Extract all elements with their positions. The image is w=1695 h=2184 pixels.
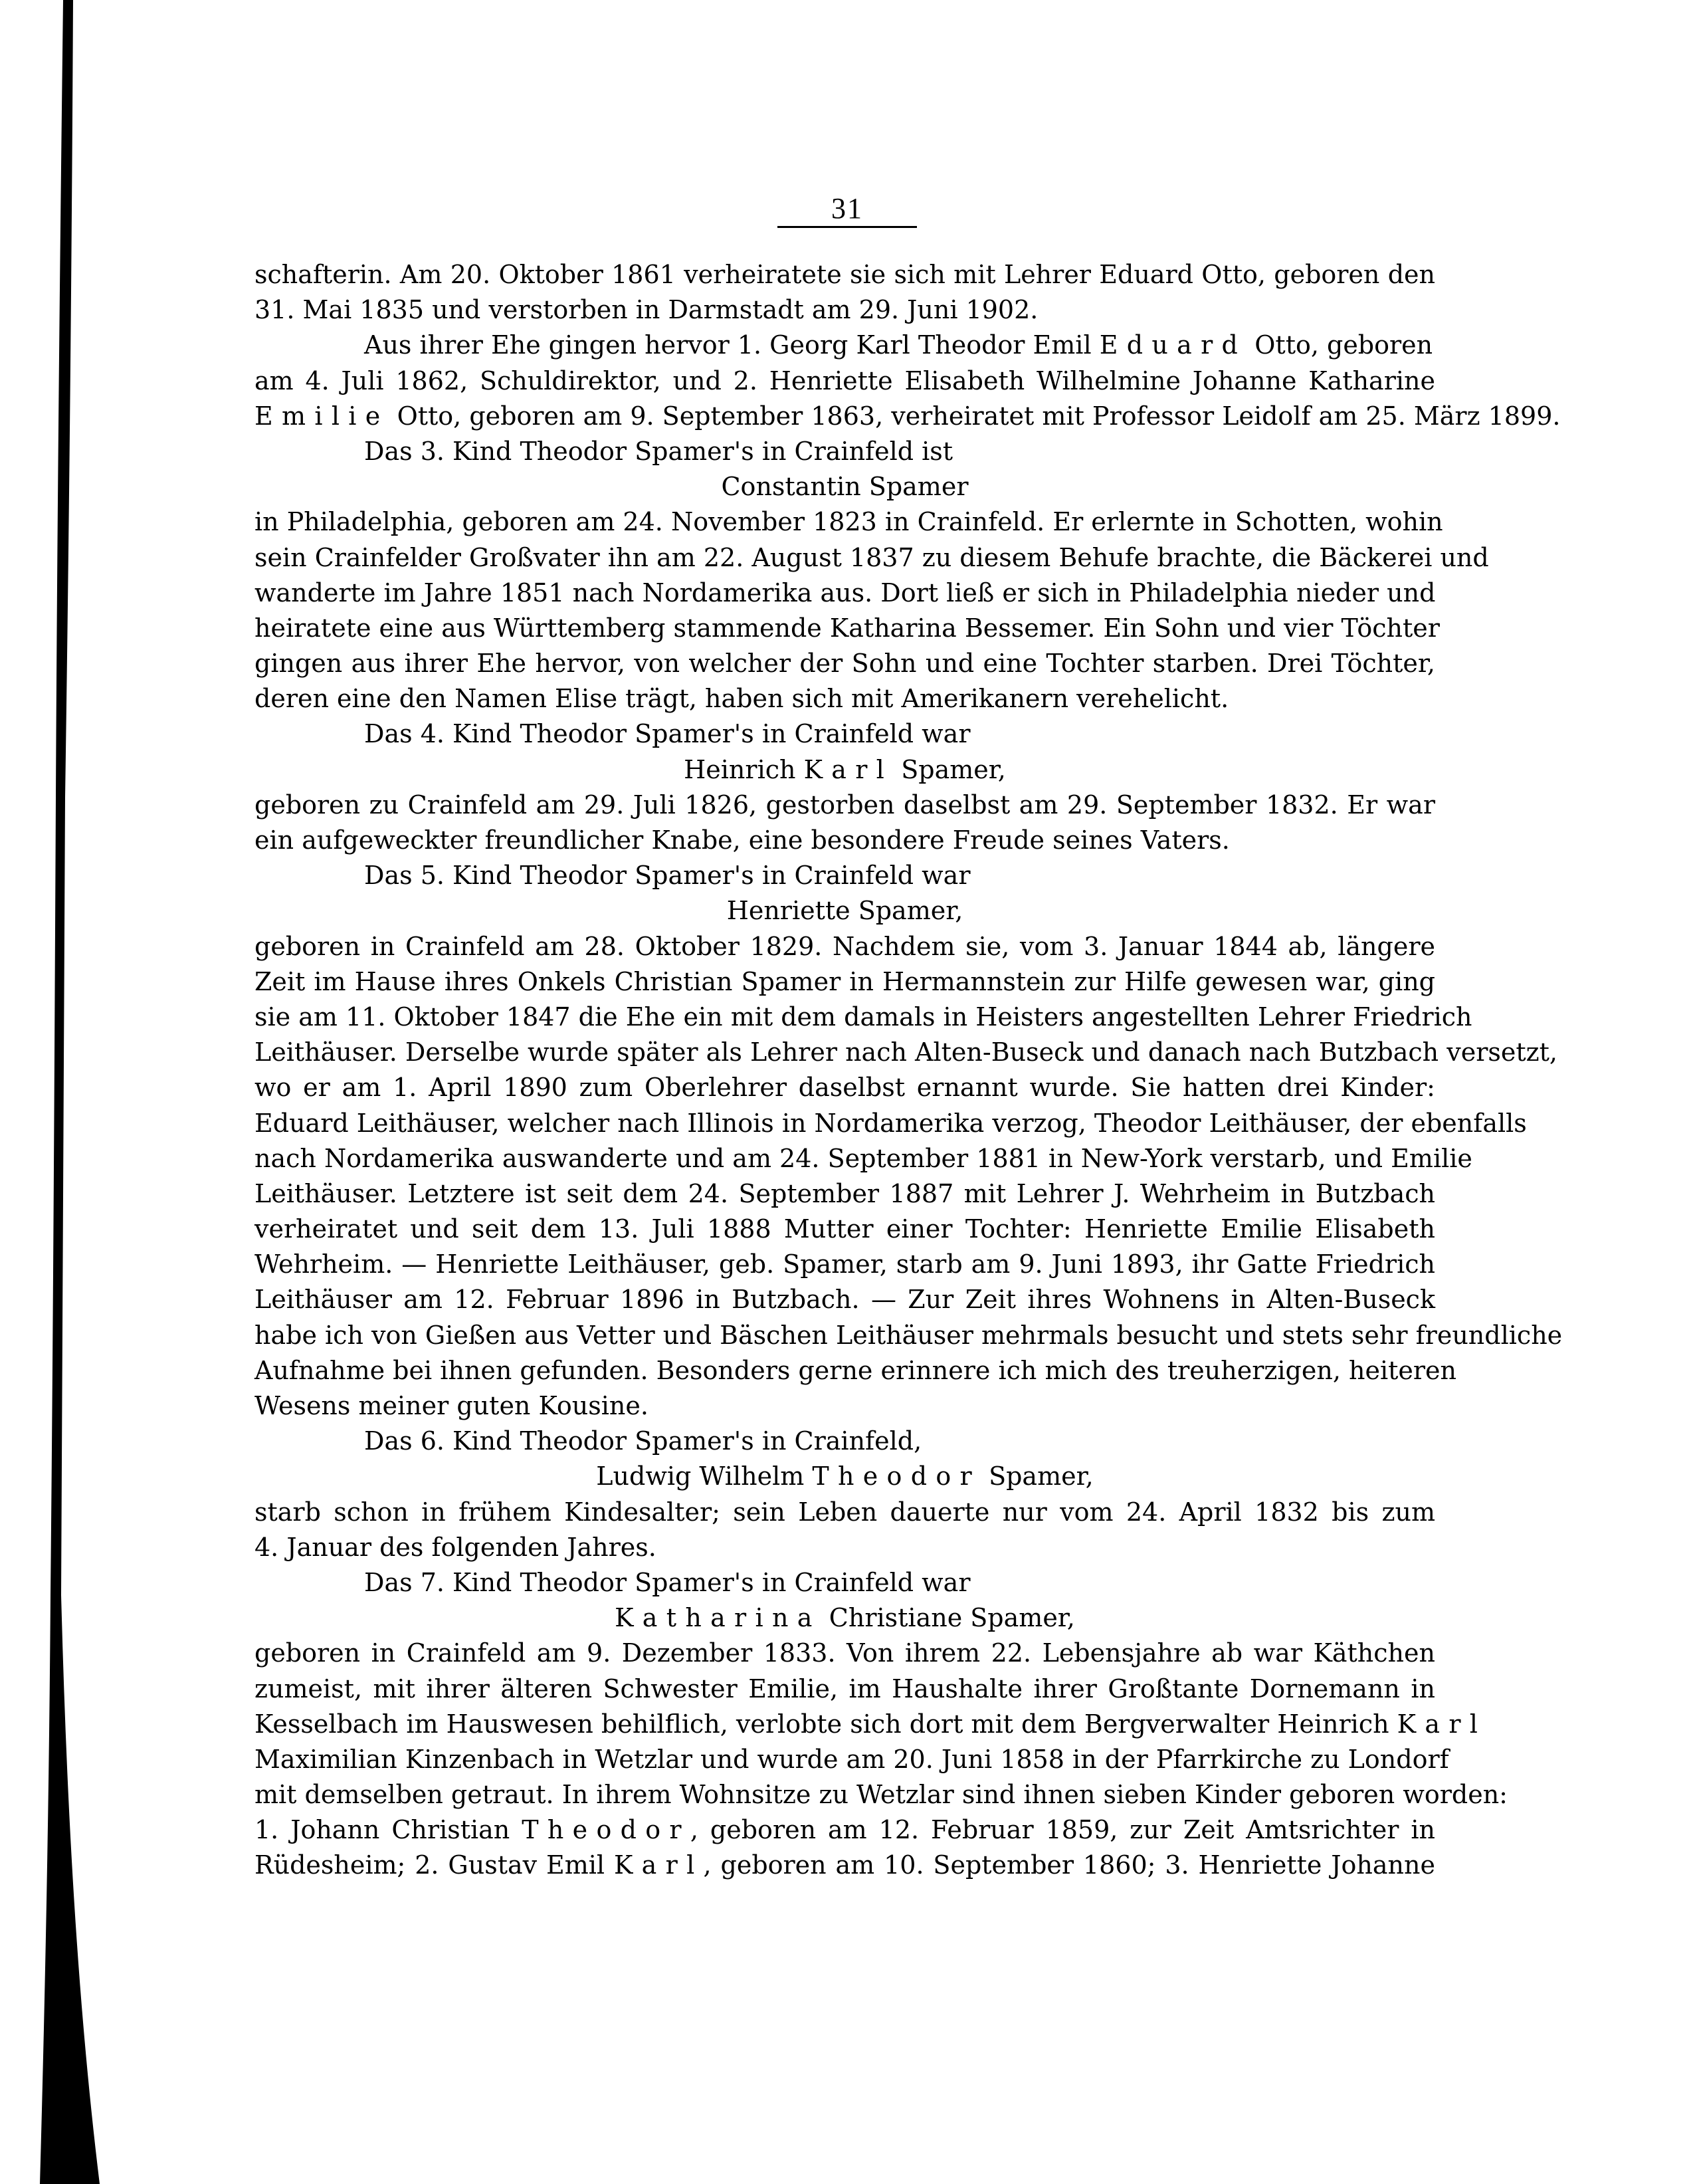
spaced-emphasis: Theodor — [812, 1462, 981, 1491]
text-segment: geboren in Crainfeld am 28. Oktober 1829. Nachdem sie, vom 3. Januar 1844 ab, längere — [254, 931, 1435, 961]
text-segment: Ludwig Wilhelm — [596, 1462, 813, 1491]
text-line — [254, 1707, 1487, 1742]
text-line — [254, 1495, 1435, 1530]
text-line — [254, 1848, 1435, 1883]
text-line — [254, 611, 1440, 646]
text-segment: , geboren am 10. September 1860; 3. Henriette Johanne — [703, 1850, 1435, 1880]
text-segment: Das 6. Kind Theodor Spamer's in Crainfeld, — [364, 1426, 922, 1456]
text-line — [254, 364, 1435, 399]
centered-name-line — [254, 893, 1435, 928]
text-segment: Constantin Spamer — [721, 472, 969, 502]
text-segment: Rüdesheim; 2. Gustav Emil — [254, 1850, 614, 1880]
text-line — [254, 1070, 1435, 1105]
paragraph-start-line — [254, 1565, 1435, 1600]
text-segment: Eduard Leithäuser, welcher nach Illinois in Nordamerika verzog, Theodor Leithäuser, der ebenfalls — [254, 1108, 1527, 1138]
text-segment: Henriette Spamer, — [726, 896, 963, 926]
text-line — [254, 1176, 1435, 1212]
text-segment: geboren in Crainfeld am 9. Dezember 1833. Von ihrem 22. Lebensjahre ab war Käthchen — [254, 1638, 1435, 1668]
text-line — [254, 504, 1443, 540]
text-segment: wo er am 1. April 1890 zum Oberlehrer daselbst ernannt wurde. Sie hatten drei Kinder: — [254, 1073, 1435, 1103]
binding-shadow — [0, 0, 106, 2184]
text-segment: 31. Mai 1835 und verstorben in Darmstadt am 29. Juni 1902. — [254, 295, 1039, 325]
text-line — [254, 1000, 1472, 1035]
text-segment: verheiratet und seit dem 13. Juli 1888 Mutter einer Tochter: Henriette Emilie Elisabeth — [254, 1214, 1435, 1244]
text-line — [254, 1247, 1435, 1282]
spaced-emphasis: Karl — [803, 754, 894, 784]
text-line — [254, 1106, 1527, 1141]
text-segment: Aufnahme bei ihnen gefunden. Besonders gerne erinnere ich mich des treuherzigen, heiteren — [254, 1355, 1457, 1385]
text-line — [254, 1777, 1508, 1812]
text-segment: Das 7. Kind Theodor Spamer's in Crainfeld war — [364, 1567, 971, 1597]
spaced-emphasis: Katharina — [615, 1603, 821, 1633]
text-segment: Maximilian Kinzenbach in Wetzlar und wurde am 20. Juni 1858 in der Pfarrkirche zu Londorf — [254, 1744, 1449, 1774]
text-segment: gingen aus ihrer Ehe hervor, von welcher der Sohn und eine Tochter starben. Drei Töchter, — [254, 649, 1435, 679]
spaced-emphasis: Eduard — [1099, 330, 1247, 360]
paragraph-start-line — [254, 716, 1435, 752]
text-line — [254, 1282, 1435, 1317]
text-segment: Das 5. Kind Theodor Spamer's in Crainfeld war — [364, 861, 971, 891]
text-segment: schafterin. Am 20. Oktober 1861 verheiratete sie sich mit Lehrer Eduard Otto, geboren den — [254, 260, 1435, 289]
text-segment: Otto, geboren am 9. September 1863, verheiratet mit Professor Leidolf am 25. März 1899. — [389, 401, 1561, 431]
text-segment: Spamer, — [893, 754, 1006, 784]
text-line — [254, 646, 1435, 681]
text-line — [254, 1672, 1435, 1707]
centered-name-line — [254, 1459, 1435, 1494]
text-segment: Otto, geboren — [1246, 330, 1433, 360]
text-line — [254, 1388, 1435, 1424]
header-rule — [777, 226, 917, 228]
text-line — [254, 540, 1489, 576]
text-segment: geboren zu Crainfeld am 29. Juli 1826, gestorben daselbst am 29. September 1832. Er war — [254, 790, 1435, 819]
text-line — [254, 1742, 1449, 1777]
text-segment: Leithäuser am 12. Februar 1896 in Butzbach. — Zur Zeit ihres Wohnens in Alten-Buseck — [254, 1285, 1435, 1315]
text-segment: Leithäuser. Letztere ist seit dem 24. September 1887 mit Lehrer J. Wehrheim in Butzbach — [254, 1178, 1435, 1208]
text-line — [254, 788, 1435, 823]
text-segment: Spamer, — [981, 1462, 1094, 1491]
text-segment: Kesselbach im Hauswesen behilflich, verlobte sich dort mit dem Bergverwalter Heinrich — [254, 1709, 1397, 1739]
page-number: 31 — [831, 192, 863, 225]
centered-name-line — [254, 469, 1435, 504]
spaced-emphasis: Karl — [1397, 1709, 1487, 1739]
text-segment: zumeist, mit ihrer älteren Schwester Emilie, im Haushalte ihrer Großtante Dornemann in — [254, 1674, 1435, 1703]
spaced-emphasis: Karl — [613, 1850, 704, 1880]
centered-name-line — [254, 1600, 1435, 1636]
paragraph-start-line — [254, 1424, 1435, 1459]
text-line — [254, 1212, 1435, 1247]
text-line — [254, 257, 1435, 292]
text-segment: Wehrheim. — Henriette Leithäuser, geb. Spamer, starb am 9. Juni 1893, ihr Gatte Friedrich — [254, 1250, 1435, 1279]
text-line — [254, 576, 1435, 611]
body-text — [254, 257, 1563, 1884]
text-line — [254, 929, 1435, 964]
text-line — [254, 399, 1561, 434]
spaced-emphasis: Theodor — [522, 1815, 690, 1845]
text-line — [254, 823, 1435, 858]
text-segment: deren eine den Namen Elise trägt, haben sich mit Amerikanern verehelicht. — [254, 684, 1229, 714]
paragraph-start-line — [254, 434, 1435, 469]
text-segment: Heinrich — [684, 754, 804, 784]
text-line — [254, 1636, 1435, 1671]
text-line — [254, 1318, 1563, 1353]
text-line — [254, 1530, 1435, 1565]
text-segment: Wesens meiner guten Kousine. — [254, 1391, 648, 1420]
text-segment: nach Nordamerika auswanderte und am 24. September 1881 in New-York verstarb, und Emilie — [254, 1143, 1472, 1173]
text-segment: Aus ihrer Ehe gingen hervor 1. Georg Karl Theodor Emil — [364, 330, 1100, 360]
text-line — [254, 1353, 1457, 1388]
text-line — [254, 681, 1435, 716]
text-segment: in Philadelphia, geboren am 24. November 1823 in Crainfeld. Er erlernte in Schotten, wohin — [254, 507, 1443, 537]
paragraph-start-line — [254, 858, 1435, 893]
text-segment: habe ich von Gießen aus Vetter und Bäschen Leithäuser mehrmals besucht und stets sehr freundliche — [254, 1320, 1563, 1350]
text-line — [254, 964, 1435, 1000]
text-line — [254, 1141, 1472, 1176]
text-segment: ein aufgeweckter freundlicher Knabe, eine besondere Freude seines Vaters. — [254, 825, 1230, 855]
text-segment: starb schon in frühem Kindesalter; sein Leben dauerte nur vom 24. April 1832 bis zum — [254, 1497, 1435, 1527]
text-segment: sein Crainfelder Großvater ihn am 22. August 1837 zu diesem Behufe brachte, die Bäckerei und — [254, 542, 1489, 572]
text-segment: am 4. Juli 1862, Schuldirektor, und 2. Henriette Elisabeth Wilhelmine Johanne Katharine — [254, 366, 1435, 395]
text-segment: Zeit im Hause ihres Onkels Christian Spamer in Hermannstein zur Hilfe gewesen war, ging — [254, 966, 1435, 996]
text-line — [254, 292, 1435, 328]
text-segment: sie am 11. Oktober 1847 die Ehe ein mit dem damals in Heisters angestellten Lehrer Friedrich — [254, 1002, 1472, 1032]
page-header — [777, 193, 917, 233]
text-line — [254, 1812, 1435, 1848]
text-segment: wanderte im Jahre 1851 nach Nordamerika aus. Dort ließ er sich in Philadelphia nieder und — [254, 578, 1436, 607]
text-segment: Leithäuser. Derselbe wurde später als Lehrer nach Alten-Buseck und danach nach Butzbach versetzt, — [254, 1037, 1557, 1067]
centered-name-line — [254, 752, 1435, 788]
text-line — [254, 1035, 1557, 1070]
paragraph-start-line — [254, 328, 1435, 363]
text-segment: Das 3. Kind Theodor Spamer's in Crainfeld ist — [364, 436, 953, 466]
spaced-emphasis: Emilie — [254, 401, 389, 431]
text-segment: heiratete eine aus Württemberg stammende Katharina Bessemer. Ein Sohn und vier Töchter — [254, 613, 1440, 643]
text-segment: 4. Januar des folgenden Jahres. — [254, 1532, 656, 1562]
text-segment: Das 4. Kind Theodor Spamer's in Crainfeld war — [364, 719, 971, 749]
text-segment: Christiane Spamer, — [821, 1603, 1075, 1633]
text-segment: mit demselben getraut. In ihrem Wohnsitze zu Wetzlar sind ihnen sieben Kinder geboren worden: — [254, 1780, 1508, 1810]
text-segment: , geboren am 12. Februar 1859, zur Zeit Amtsrichter in — [690, 1815, 1436, 1845]
text-segment: 1. Johann Christian — [254, 1815, 522, 1845]
